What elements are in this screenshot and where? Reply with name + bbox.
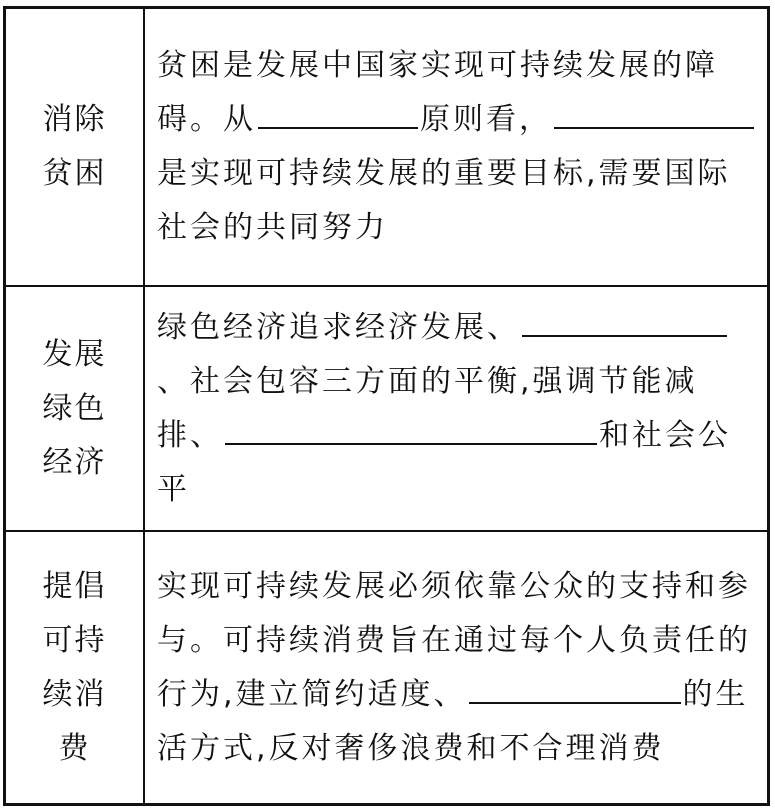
text-segment: 和社会公平	[157, 417, 731, 507]
text-segment: 实现可持续发展必须依靠公众的支持和参与。可持续消费旨在通过每个人负责任的行为,建立简约适度、	[157, 568, 751, 712]
row-label	[6, 560, 143, 776]
row-content-cell	[144, 531, 767, 803]
row-label	[6, 93, 143, 201]
text-segment: 绿色经济追求经济发展、	[157, 309, 520, 345]
answer-blank[interactable]	[554, 97, 754, 129]
row-label-cell	[6, 286, 144, 531]
row-label-line: 发展	[42, 336, 107, 372]
row-content-text	[145, 560, 767, 776]
row-label	[6, 328, 143, 490]
text-segment: 是实现可持续发展的重要目标,需要国际社会的共同努力	[157, 156, 731, 245]
row-content-cell	[144, 286, 767, 531]
row-label-line: 提倡	[42, 568, 107, 604]
text-segment: 贫困是发展中国家实现可持续发展的障碍。从	[157, 48, 718, 137]
answer-blank[interactable]	[469, 672, 681, 704]
row-label-line: 经济	[42, 444, 107, 480]
row-label-line: 绿色	[42, 390, 107, 426]
text-segment: 原则看，	[420, 102, 552, 137]
row-label-cell	[6, 9, 144, 286]
table-row	[6, 9, 767, 286]
row-label-line: 消除	[42, 102, 107, 137]
row-label-cell	[6, 531, 144, 803]
row-label-line: 贫困	[42, 156, 107, 191]
row-label-line: 费	[58, 730, 91, 766]
answer-blank[interactable]	[225, 413, 597, 445]
row-content-text	[145, 301, 767, 517]
answer-blank[interactable]	[258, 97, 418, 129]
fill-in-table	[6, 9, 767, 803]
row-label-line: 续消	[42, 676, 107, 712]
table-row	[6, 286, 767, 531]
row-content-cell	[144, 9, 767, 286]
text-segment: 的生活方式,反对奢侈浪费和不合理消费	[157, 676, 749, 766]
answer-blank[interactable]	[522, 305, 727, 337]
worksheet-table-frame	[3, 6, 770, 806]
row-content-text	[145, 39, 767, 255]
row-label-line: 可持	[42, 622, 107, 658]
text-segment: 、社会包容三方面的平衡,强调节能减排、	[157, 363, 698, 453]
table-row	[6, 531, 767, 803]
